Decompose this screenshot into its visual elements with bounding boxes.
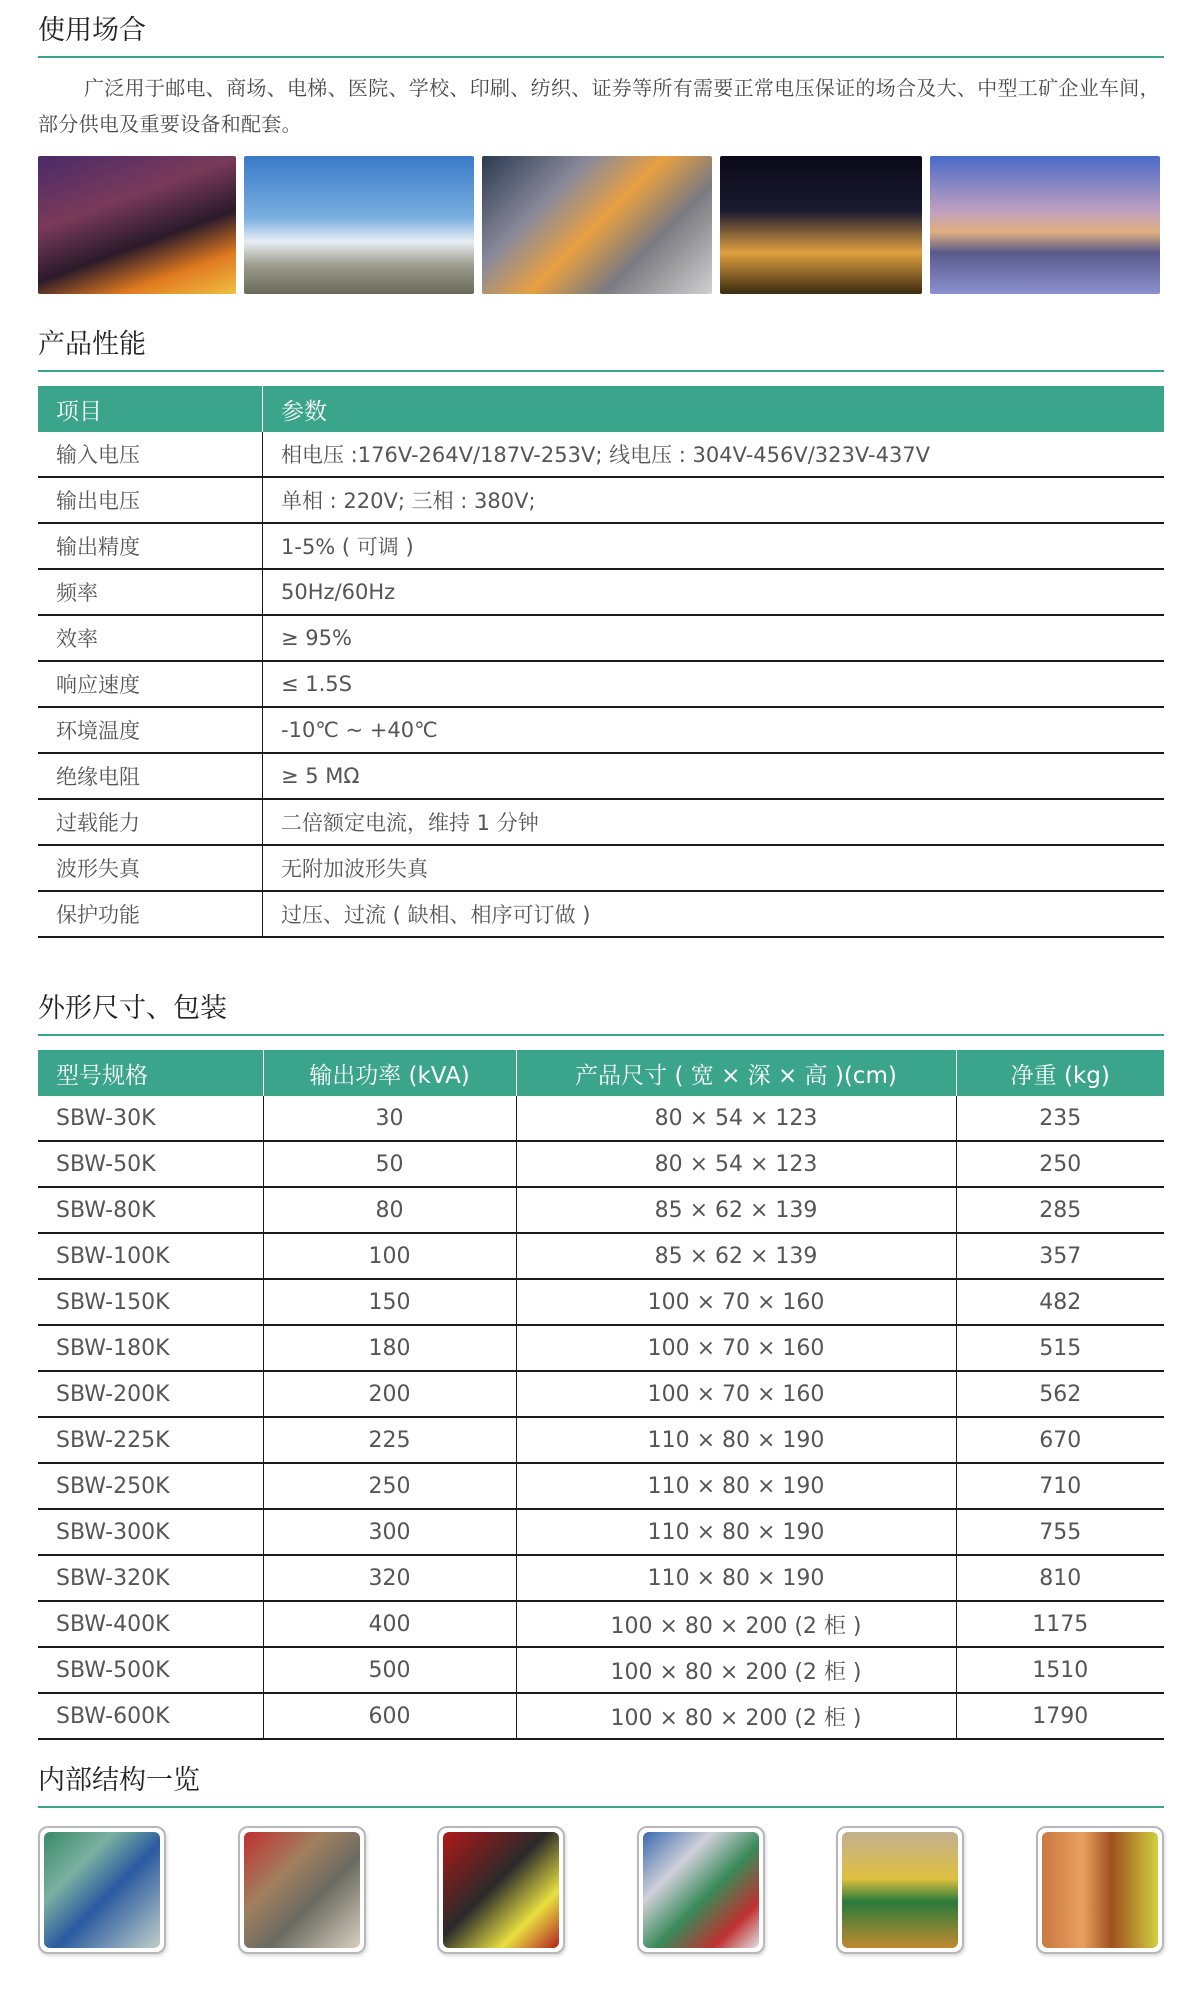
usage-photo-strip xyxy=(38,156,1164,294)
dimensions-table xyxy=(38,1050,1164,1740)
dimensions-weight-cell: 755 xyxy=(956,1509,1164,1555)
dimensions-weight-cell: 1175 xyxy=(956,1601,1164,1647)
performance-row xyxy=(38,477,1164,523)
performance-item-cell: 波形失真 xyxy=(38,845,263,891)
dimensions-row xyxy=(38,1233,1164,1279)
dimensions-weight-cell: 285 xyxy=(956,1187,1164,1233)
performance-param-cell: 相电压 :176V-264V/187V-253V; 线电压 : 304V-456V/323V-437V xyxy=(263,432,1165,477)
dimensions-model-cell: SBW-150K xyxy=(38,1279,263,1325)
performance-row xyxy=(38,569,1164,615)
dimensions-header-row xyxy=(38,1050,1164,1096)
performance-row xyxy=(38,845,1164,891)
internal-photo-transformers xyxy=(836,1826,964,1954)
dimensions-weight-cell: 357 xyxy=(956,1233,1164,1279)
performance-item-cell: 环境温度 xyxy=(38,707,263,753)
usage-photo-refinery-night xyxy=(720,156,922,294)
dimensions-header-size: 产品尺寸 ( 宽 × 深 × 高 )(cm) xyxy=(516,1050,956,1096)
dimensions-model-cell: SBW-225K xyxy=(38,1417,263,1463)
dimensions-row xyxy=(38,1279,1164,1325)
dimensions-power-cell: 180 xyxy=(263,1325,516,1371)
dimensions-row xyxy=(38,1601,1164,1647)
page xyxy=(38,0,1164,1954)
dimensions-model-cell: SBW-500K xyxy=(38,1647,263,1693)
usage-description: 广泛用于邮电、商场、电梯、医院、学校、印刷、纺织、证券等所有需要正常电压保证的场合及大、中型工矿企业车间，部分供电及重要设备和配套。 xyxy=(38,76,1160,136)
performance-row xyxy=(38,615,1164,661)
dimensions-power-cell: 300 xyxy=(263,1509,516,1555)
dimensions-power-cell: 500 xyxy=(263,1647,516,1693)
dimensions-weight-cell: 1790 xyxy=(956,1693,1164,1739)
usage-photo-foundry xyxy=(482,156,712,294)
dimensions-size-cell: 100 × 80 × 200 (2 柜 ) xyxy=(516,1647,956,1693)
internal-photo-breaker xyxy=(437,1826,565,1954)
dimensions-model-cell: SBW-400K xyxy=(38,1601,263,1647)
dimensions-row xyxy=(38,1187,1164,1233)
performance-item-cell: 响应速度 xyxy=(38,661,263,707)
performance-row xyxy=(38,799,1164,845)
dimensions-model-cell: SBW-600K xyxy=(38,1693,263,1739)
internal-photo-meters xyxy=(637,1826,765,1954)
dimensions-power-cell: 400 xyxy=(263,1601,516,1647)
dimensions-size-cell: 85 × 62 × 139 xyxy=(516,1233,956,1279)
dimensions-header-model: 型号规格 xyxy=(38,1050,263,1096)
dimensions-weight-cell: 670 xyxy=(956,1417,1164,1463)
performance-param-cell: ≥ 5 MΩ xyxy=(263,753,1165,799)
performance-table xyxy=(38,386,1164,938)
dimensions-header-weight: 净重 (kg) xyxy=(956,1050,1164,1096)
dimensions-size-cell: 80 × 54 × 123 xyxy=(516,1096,956,1141)
dimensions-weight-cell: 1510 xyxy=(956,1647,1164,1693)
dimensions-model-cell: SBW-180K xyxy=(38,1325,263,1371)
dimensions-row xyxy=(38,1555,1164,1601)
performance-item-cell: 输出精度 xyxy=(38,523,263,569)
performance-row xyxy=(38,891,1164,937)
performance-header-param: 参数 xyxy=(263,386,1165,432)
dimensions-power-cell: 600 xyxy=(263,1693,516,1739)
dimensions-row xyxy=(38,1325,1164,1371)
dimensions-header-power: 输出功率 (kVA) xyxy=(263,1050,516,1096)
performance-item-cell: 输入电压 xyxy=(38,432,263,477)
usage-section-title: 使用场合 xyxy=(38,0,1164,58)
dimensions-section-title: 外形尺寸、包装 xyxy=(38,978,1164,1036)
usage-photo-power-lines xyxy=(244,156,474,294)
dimensions-size-cell: 85 × 62 × 139 xyxy=(516,1187,956,1233)
dimensions-row xyxy=(38,1141,1164,1187)
performance-param-cell: ≥ 95% xyxy=(263,615,1165,661)
dimensions-power-cell: 100 xyxy=(263,1233,516,1279)
usage-photo-harbor xyxy=(930,156,1160,294)
performance-param-cell: 无附加波形失真 xyxy=(263,845,1165,891)
dimensions-power-cell: 250 xyxy=(263,1463,516,1509)
dimensions-size-cell: 100 × 70 × 160 xyxy=(516,1279,956,1325)
performance-row xyxy=(38,432,1164,477)
dimensions-model-cell: SBW-30K xyxy=(38,1096,263,1141)
dimensions-power-cell: 30 xyxy=(263,1096,516,1141)
dimensions-power-cell: 225 xyxy=(263,1417,516,1463)
performance-row xyxy=(38,707,1164,753)
performance-param-cell: 50Hz/60Hz xyxy=(263,569,1165,615)
dimensions-power-cell: 150 xyxy=(263,1279,516,1325)
performance-item-cell: 频率 xyxy=(38,569,263,615)
dimensions-size-cell: 110 × 80 × 190 xyxy=(516,1555,956,1601)
dimensions-power-cell: 80 xyxy=(263,1187,516,1233)
performance-item-cell: 输出电压 xyxy=(38,477,263,523)
dimensions-model-cell: SBW-250K xyxy=(38,1463,263,1509)
internal-photo-control-board xyxy=(38,1826,166,1954)
performance-item-cell: 保护功能 xyxy=(38,891,263,937)
dimensions-row xyxy=(38,1693,1164,1739)
dimensions-row xyxy=(38,1096,1164,1141)
dimensions-weight-cell: 250 xyxy=(956,1141,1164,1187)
internal-photo-carbon-brush xyxy=(238,1826,366,1954)
dimensions-size-cell: 110 × 80 × 190 xyxy=(516,1417,956,1463)
dimensions-power-cell: 50 xyxy=(263,1141,516,1187)
dimensions-size-cell: 100 × 70 × 160 xyxy=(516,1325,956,1371)
dimensions-row xyxy=(38,1509,1164,1555)
performance-param-cell: 二倍额定电流，维持 1 分钟 xyxy=(263,799,1165,845)
dimensions-model-cell: SBW-80K xyxy=(38,1187,263,1233)
dimensions-size-cell: 100 × 80 × 200 (2 柜 ) xyxy=(516,1693,956,1739)
performance-section-title: 产品性能 xyxy=(38,314,1164,372)
dimensions-model-cell: SBW-200K xyxy=(38,1371,263,1417)
dimensions-model-cell: SBW-50K xyxy=(38,1141,263,1187)
performance-row xyxy=(38,753,1164,799)
dimensions-size-cell: 110 × 80 × 190 xyxy=(516,1463,956,1509)
performance-item-cell: 过载能力 xyxy=(38,799,263,845)
dimensions-row xyxy=(38,1647,1164,1693)
dimensions-power-cell: 320 xyxy=(263,1555,516,1601)
performance-item-cell: 效率 xyxy=(38,615,263,661)
internal-section-title: 内部结构一览 xyxy=(38,1750,1164,1808)
performance-header-row xyxy=(38,386,1164,432)
usage-photo-welding xyxy=(38,156,236,294)
dimensions-weight-cell: 710 xyxy=(956,1463,1164,1509)
dimensions-row xyxy=(38,1417,1164,1463)
performance-item-cell: 绝缘电阻 xyxy=(38,753,263,799)
dimensions-size-cell: 100 × 70 × 160 xyxy=(516,1371,956,1417)
dimensions-weight-cell: 482 xyxy=(956,1279,1164,1325)
dimensions-row xyxy=(38,1463,1164,1509)
internal-photo-copper-coils xyxy=(1036,1826,1164,1954)
dimensions-size-cell: 110 × 80 × 190 xyxy=(516,1509,956,1555)
dimensions-model-cell: SBW-320K xyxy=(38,1555,263,1601)
performance-header-item: 项目 xyxy=(38,386,263,432)
performance-param-cell: 过压、过流 ( 缺相、相序可订做 ) xyxy=(263,891,1165,937)
dimensions-weight-cell: 235 xyxy=(956,1096,1164,1141)
performance-param-cell: -10℃ ~ +40℃ xyxy=(263,707,1165,753)
dimensions-power-cell: 200 xyxy=(263,1371,516,1417)
dimensions-weight-cell: 810 xyxy=(956,1555,1164,1601)
performance-row xyxy=(38,661,1164,707)
dimensions-weight-cell: 515 xyxy=(956,1325,1164,1371)
dimensions-size-cell: 80 × 54 × 123 xyxy=(516,1141,956,1187)
dimensions-weight-cell: 562 xyxy=(956,1371,1164,1417)
performance-param-cell: ≤ 1.5S xyxy=(263,661,1165,707)
internal-photo-strip xyxy=(38,1826,1164,1954)
performance-row xyxy=(38,523,1164,569)
dimensions-row xyxy=(38,1371,1164,1417)
dimensions-size-cell: 100 × 80 × 200 (2 柜 ) xyxy=(516,1601,956,1647)
performance-param-cell: 1-5% ( 可调 ) xyxy=(263,523,1165,569)
dimensions-model-cell: SBW-300K xyxy=(38,1509,263,1555)
dimensions-model-cell: SBW-100K xyxy=(38,1233,263,1279)
performance-param-cell: 单相 : 220V; 三相 : 380V; xyxy=(263,477,1165,523)
